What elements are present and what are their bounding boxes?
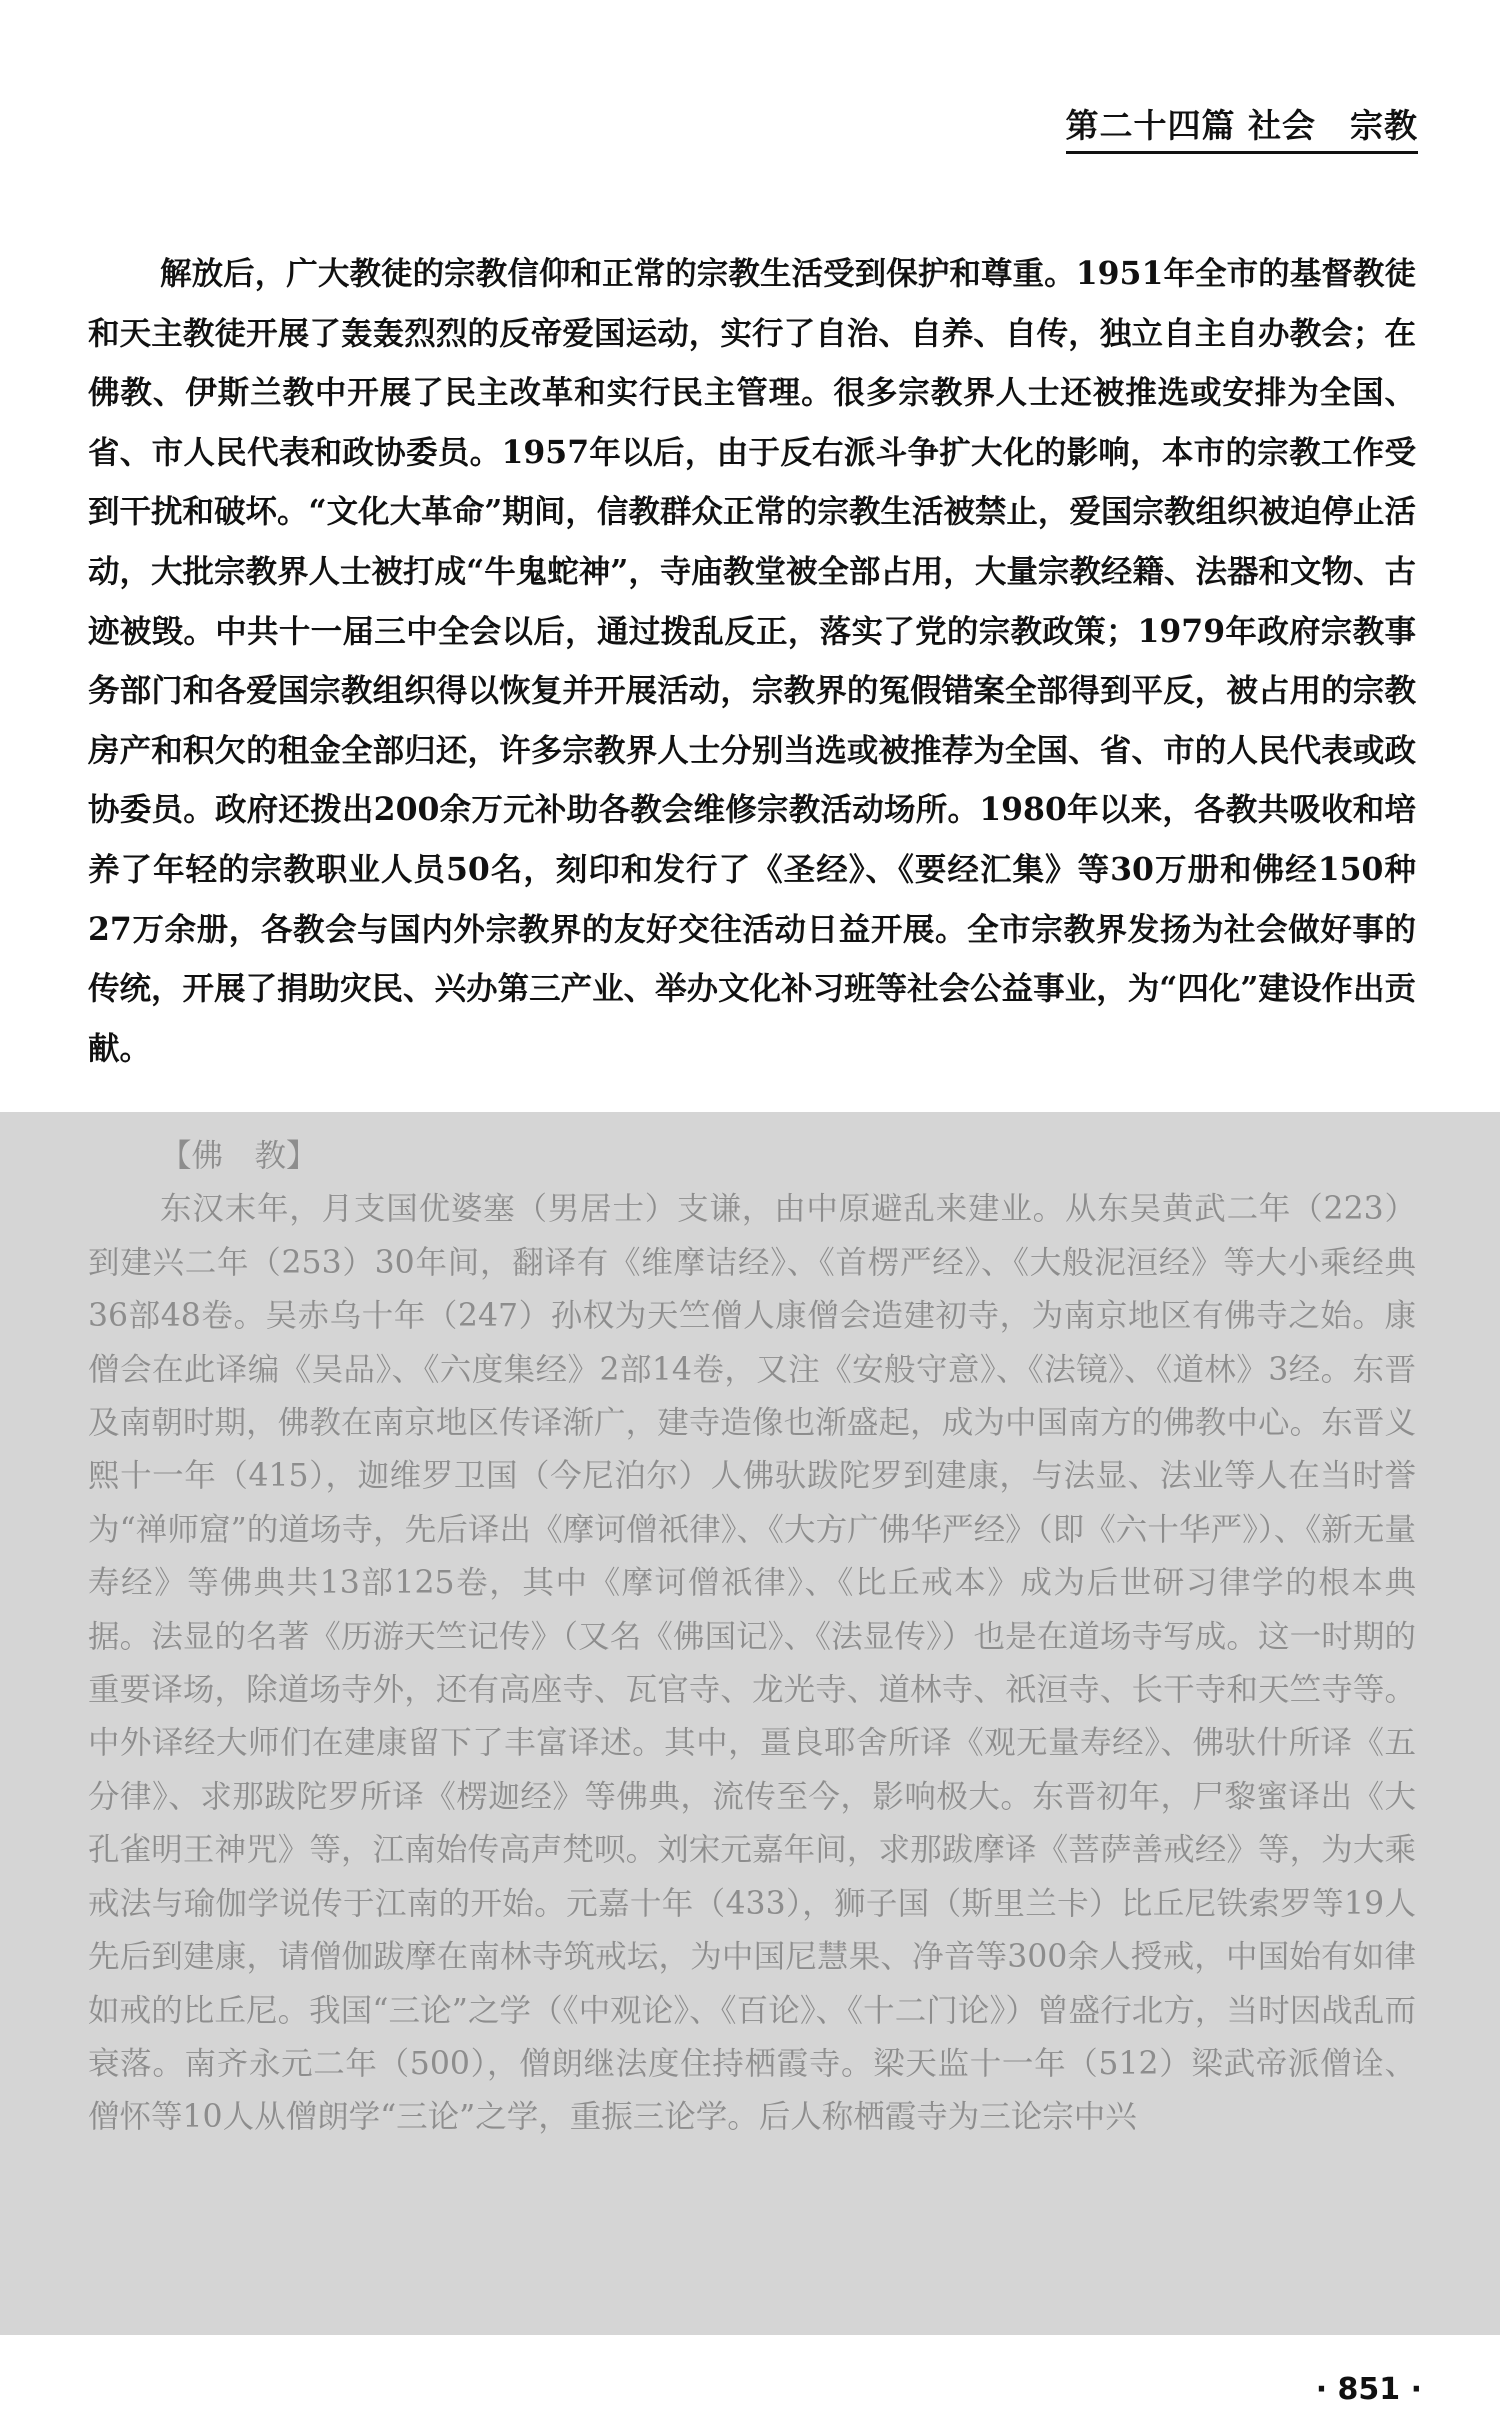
page-header-title: 第二十四篇 社会 宗教 — [1066, 100, 1419, 154]
buddhism-section — [88, 1130, 1416, 2145]
intro-text-block — [88, 244, 1416, 1078]
buddhism-paragraph: 东汉末年，月支国优婆塞（男居士）支谦，由中原避乱来建业。从东吴黄武二年（223）到建兴二年（253）30年间，翻译有《维摩诘经》、《首楞严经》、《大般泥洹经》等大小乘经典36部48卷。吴赤乌十年（247）孙权为天竺僧人康僧会造建初寺，为南京地区有佛寺之始。康僧会在此译编《吴品》、《六度集经》2部14卷，又注《安般守意》、《法镜》、《道林》3经。东晋及南朝时期，佛教在南京地区传译渐广，建寺造像也渐盛起，成为中国南方的佛教中心。东晋义熙十一年（415），迦维罗卫国（今尼泊尔）人佛驮跋陀罗到建康，与法显、法业等人在当时誉为“禅师窟”的道场寺，先后译出《摩诃僧祇律》、《大方广佛华严经》（即《六十华严》）、《新无量寿经》等佛典共13部125卷，其中《摩诃僧祇律》、《比丘戒本》成为后世研习律学的根本典据。法显的名著《历游天竺记传》（又名《佛国记》、《法显传》）也是在道场寺写成。这一时期的重要译场，除道场寺外，还有高座寺、瓦官寺、龙光寺、道林寺、祇洹寺、长干寺和天竺寺等。中外译经大师们在建康留下了丰富译述。其中，畺良耶舍所译《观无量寿经》、佛驮什所译《五分律》、求那跋陀罗所译《楞迦经》等佛典，流传至今，影响极大。东晋初年，尸黎蜜译出《大孔雀明王神咒》等，江南始传高声梵呗。刘宋元嘉年间，求那跋摩译《菩萨善戒经》等，为大乘戒法与瑜伽学说传于江南的开始。元嘉十年（433），狮子国（斯里兰卡）比丘尼铁索罗等19人先后到建康，请僧伽跋摩在南林寺筑戒坛，为中国尼慧果、净音等300余人授戒，中国始有如律如戒的比丘尼。我国“三论”之学（《中观论》、《百论》、《十二门论》）曾盛行北方，当时因战乱而衰落。南齐永元二年（500），僧朗继法度住持栖霞寺。梁天监十一年（512）梁武帝派僧诠、僧怀等10人从僧朗学“三论”之学，重振三论学。后人称栖霞寺为三论宗中兴 — [88, 1191, 1416, 2136]
page-number: · 851 · — [1315, 2372, 1422, 2407]
section-title-buddhism: 【佛 教】 — [160, 1138, 318, 1174]
intro-paragraph: 解放后，广大教徒的宗教信仰和正常的宗教生活受到保护和尊重。1951年全市的基督教徒和天主教徒开展了轰轰烈烈的反帝爱国运动，实行了自治、自养、自传，独立自主自办教会；在佛教、伊斯兰教中开展了民主改革和实行民主管理。很多宗教界人士还被推选或安排为全国、省、市人民代表和政协委员。1957年以后，由于反右派斗争扩大化的影响，本市的宗教工作受到干扰和破坏。“文化大革命”期间，信教群众正常的宗教生活被禁止，爱国宗教组织被迫停止活动，大批宗教界人士被打成“牛鬼蛇神”，寺庙教堂被全部占用，大量宗教经籍、法器和文物、古迹被毁。中共十一届三中全会以后，通过拨乱反正，落实了党的宗教政策；1979年政府宗教事务部门和各爱国宗教组织得以恢复并开展活动，宗教界的冤假错案全部得到平反，被占用的宗教房产和积欠的租金全部归还，许多宗教界人士分别当选或被推荐为全国、省、市的人民代表或政协委员。政府还拨出200余万元补助各教会维修宗教活动场所。1980年以来，各教共吸收和培养了年轻的宗教职业人员50名，刻印和发行了《圣经》、《要经汇集》等30万册和佛经150种27万余册，各教会与国内外宗教界的友好交往活动日益开展。全市宗教界发扬为社会做好事的传统，开展了捐助灾民、兴办第三产业、举办文化补习班等社会公益事业，为“四化”建设作出贡献。 — [88, 255, 1416, 1067]
